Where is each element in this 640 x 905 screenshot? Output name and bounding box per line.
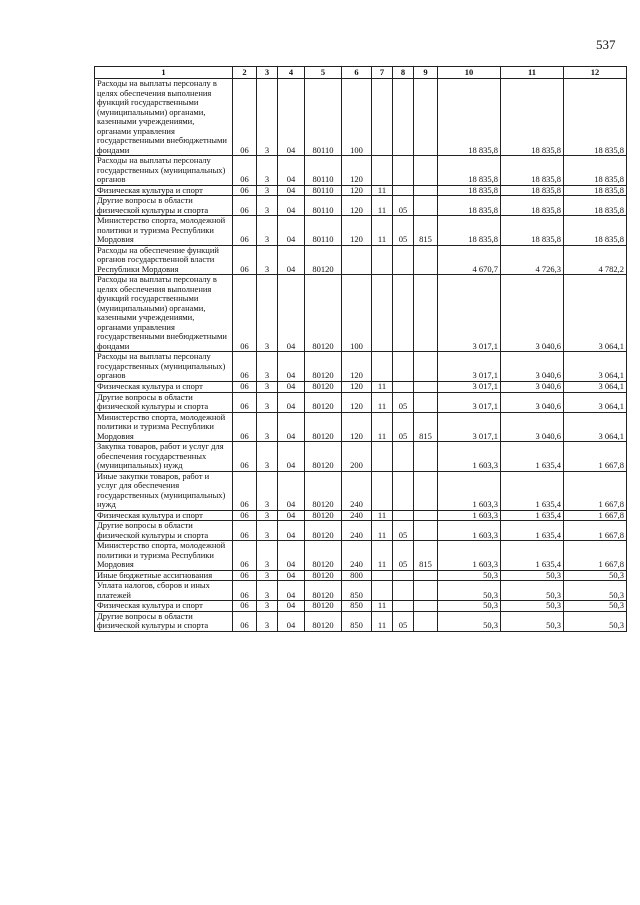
section-cell: 04 bbox=[278, 216, 305, 246]
section-cell: 04 bbox=[278, 510, 305, 521]
section-cell: 04 bbox=[278, 471, 305, 510]
amount-col12-cell: 3 064,1 bbox=[564, 392, 627, 412]
amount-col10-cell: 18 835,8 bbox=[438, 196, 501, 216]
section-code-cell: 11 bbox=[372, 196, 393, 216]
budget-table bbox=[94, 66, 627, 632]
chapter-cell: 06 bbox=[233, 79, 257, 156]
section-code-cell bbox=[372, 442, 393, 472]
section-code-cell: 11 bbox=[372, 521, 393, 541]
row-name-cell: Министерство спорта, молодежной политики и туризма Республики Мордовия bbox=[95, 412, 233, 442]
column-header: 8 bbox=[393, 67, 414, 79]
row-name-cell: Министерство спорта, молодежной политики и туризма Республики Мордовия bbox=[95, 216, 233, 246]
expense-type-cell: 240 bbox=[342, 471, 372, 510]
amount-col11-cell: 1 635,4 bbox=[501, 442, 564, 472]
table-row bbox=[95, 196, 627, 216]
target-article-cell: 80120 bbox=[305, 275, 342, 352]
subprogram-cell: 3 bbox=[257, 245, 278, 275]
row-name-cell: Расходы на выплаты персоналу государственных (муниципальных) органов bbox=[95, 352, 233, 382]
table-row bbox=[95, 541, 627, 571]
expense-type-cell: 120 bbox=[342, 381, 372, 392]
target-article-cell: 80120 bbox=[305, 442, 342, 472]
column-header: 2 bbox=[233, 67, 257, 79]
subprogram-cell: 3 bbox=[257, 521, 278, 541]
amount-col10-cell: 1 603,3 bbox=[438, 521, 501, 541]
table-row bbox=[95, 510, 627, 521]
table-row bbox=[95, 216, 627, 246]
amount-col12-cell: 1 667,8 bbox=[564, 471, 627, 510]
table-row bbox=[95, 442, 627, 472]
expense-type-cell: 120 bbox=[342, 156, 372, 186]
table-row bbox=[95, 581, 627, 601]
subprogram-cell: 3 bbox=[257, 611, 278, 631]
table-row bbox=[95, 611, 627, 631]
subsection-cell bbox=[393, 79, 414, 156]
subprogram-cell: 3 bbox=[257, 79, 278, 156]
target-article-cell: 80110 bbox=[305, 156, 342, 186]
row-name-cell: Расходы на обеспечение функций органов государственной власти Республики Мордовия bbox=[95, 245, 233, 275]
amount-col12-cell: 18 835,8 bbox=[564, 156, 627, 186]
subsection-cell bbox=[393, 381, 414, 392]
subsection-cell: 05 bbox=[393, 392, 414, 412]
chapter-cell: 06 bbox=[233, 541, 257, 571]
row-name-cell: Другие вопросы в области физической культуры и спорта bbox=[95, 196, 233, 216]
ministry-code-cell bbox=[414, 79, 438, 156]
chapter-cell: 06 bbox=[233, 412, 257, 442]
section-cell: 04 bbox=[278, 381, 305, 392]
chapter-cell: 06 bbox=[233, 352, 257, 382]
ministry-code-cell bbox=[414, 196, 438, 216]
subsection-cell bbox=[393, 245, 414, 275]
amount-col11-cell: 3 040,6 bbox=[501, 412, 564, 442]
ministry-code-cell bbox=[414, 521, 438, 541]
column-header: 9 bbox=[414, 67, 438, 79]
section-cell: 04 bbox=[278, 541, 305, 571]
target-article-cell: 80120 bbox=[305, 510, 342, 521]
amount-col10-cell: 50,3 bbox=[438, 581, 501, 601]
row-name-cell: Расходы на выплаты персоналу в целях обеспечения выполнения функций государственными (муниципальными) органами, казенными учреждениями, органами управления государственными внебюджетными фондами bbox=[95, 275, 233, 352]
amount-col10-cell: 50,3 bbox=[438, 601, 501, 612]
subprogram-cell: 3 bbox=[257, 275, 278, 352]
row-name-cell: Закупка товаров, работ и услуг для обеспечения государственных (муниципальных) нужд bbox=[95, 442, 233, 472]
amount-col12-cell: 50,3 bbox=[564, 581, 627, 601]
subprogram-cell: 3 bbox=[257, 510, 278, 521]
target-article-cell: 80120 bbox=[305, 381, 342, 392]
amount-col12-cell: 3 064,1 bbox=[564, 352, 627, 382]
ministry-code-cell: 815 bbox=[414, 412, 438, 442]
amount-col10-cell: 3 017,1 bbox=[438, 352, 501, 382]
amount-col12-cell: 50,3 bbox=[564, 611, 627, 631]
target-article-cell: 80120 bbox=[305, 541, 342, 571]
table-row bbox=[95, 352, 627, 382]
subsection-cell bbox=[393, 185, 414, 196]
section-code-cell: 11 bbox=[372, 392, 393, 412]
section-cell: 04 bbox=[278, 79, 305, 156]
section-code-cell: 11 bbox=[372, 541, 393, 571]
subsection-cell bbox=[393, 601, 414, 612]
row-name-cell: Расходы на выплаты персоналу в целях обеспечения выполнения функций государственными (муниципальными) органами, казенными учреждениями, органами управления государственными внебюджетными фондами bbox=[95, 79, 233, 156]
amount-col10-cell: 1 603,3 bbox=[438, 510, 501, 521]
target-article-cell: 80120 bbox=[305, 521, 342, 541]
expense-type-cell: 100 bbox=[342, 79, 372, 156]
amount-col12-cell: 50,3 bbox=[564, 601, 627, 612]
amount-col11-cell: 3 040,6 bbox=[501, 392, 564, 412]
subsection-cell bbox=[393, 570, 414, 581]
amount-col12-cell: 1 667,8 bbox=[564, 541, 627, 571]
row-name-cell: Физическая культура и спорт bbox=[95, 601, 233, 612]
row-name-cell: Физическая культура и спорт bbox=[95, 510, 233, 521]
amount-col10-cell: 1 603,3 bbox=[438, 541, 501, 571]
row-name-cell: Иные бюджетные ассигнования bbox=[95, 570, 233, 581]
expense-type-cell: 100 bbox=[342, 275, 372, 352]
section-cell: 04 bbox=[278, 521, 305, 541]
amount-col10-cell: 3 017,1 bbox=[438, 392, 501, 412]
target-article-cell: 80110 bbox=[305, 216, 342, 246]
subsection-cell bbox=[393, 442, 414, 472]
table-row bbox=[95, 392, 627, 412]
amount-col11-cell: 1 635,4 bbox=[501, 510, 564, 521]
subsection-cell bbox=[393, 510, 414, 521]
header-row bbox=[95, 67, 627, 79]
section-code-cell: 11 bbox=[372, 216, 393, 246]
column-header: 12 bbox=[564, 67, 627, 79]
subsection-cell bbox=[393, 275, 414, 352]
column-header: 1 bbox=[95, 67, 233, 79]
section-code-cell bbox=[372, 352, 393, 382]
amount-col12-cell: 3 064,1 bbox=[564, 412, 627, 442]
subprogram-cell: 3 bbox=[257, 412, 278, 442]
subsection-cell: 05 bbox=[393, 216, 414, 246]
expense-type-cell: 120 bbox=[342, 216, 372, 246]
chapter-cell: 06 bbox=[233, 275, 257, 352]
subprogram-cell: 3 bbox=[257, 541, 278, 571]
subprogram-cell: 3 bbox=[257, 156, 278, 186]
column-header: 11 bbox=[501, 67, 564, 79]
ministry-code-cell bbox=[414, 185, 438, 196]
section-cell: 04 bbox=[278, 412, 305, 442]
amount-col11-cell: 3 040,6 bbox=[501, 275, 564, 352]
target-article-cell: 80120 bbox=[305, 570, 342, 581]
section-code-cell bbox=[372, 156, 393, 186]
subprogram-cell: 3 bbox=[257, 185, 278, 196]
subsection-cell bbox=[393, 581, 414, 601]
amount-col12-cell: 3 064,1 bbox=[564, 381, 627, 392]
amount-col11-cell: 4 726,3 bbox=[501, 245, 564, 275]
amount-col11-cell: 1 635,4 bbox=[501, 471, 564, 510]
amount-col11-cell: 50,3 bbox=[501, 601, 564, 612]
subprogram-cell: 3 bbox=[257, 601, 278, 612]
subprogram-cell: 3 bbox=[257, 581, 278, 601]
column-header: 4 bbox=[278, 67, 305, 79]
target-article-cell: 80120 bbox=[305, 581, 342, 601]
target-article-cell: 80120 bbox=[305, 245, 342, 275]
expense-type-cell: 120 bbox=[342, 352, 372, 382]
amount-col11-cell: 1 635,4 bbox=[501, 541, 564, 571]
expense-type-cell bbox=[342, 245, 372, 275]
amount-col10-cell: 4 670,7 bbox=[438, 245, 501, 275]
subsection-cell: 05 bbox=[393, 541, 414, 571]
section-code-cell bbox=[372, 275, 393, 352]
column-header: 10 bbox=[438, 67, 501, 79]
amount-col10-cell: 18 835,8 bbox=[438, 79, 501, 156]
subprogram-cell: 3 bbox=[257, 570, 278, 581]
ministry-code-cell bbox=[414, 442, 438, 472]
section-cell: 04 bbox=[278, 601, 305, 612]
section-cell: 04 bbox=[278, 352, 305, 382]
expense-type-cell: 850 bbox=[342, 611, 372, 631]
ministry-code-cell bbox=[414, 381, 438, 392]
amount-col11-cell: 50,3 bbox=[501, 581, 564, 601]
chapter-cell: 06 bbox=[233, 245, 257, 275]
row-name-cell: Другие вопросы в области физической культуры и спорта bbox=[95, 392, 233, 412]
section-code-cell bbox=[372, 570, 393, 581]
table-row bbox=[95, 381, 627, 392]
expense-type-cell: 850 bbox=[342, 581, 372, 601]
subsection-cell: 05 bbox=[393, 196, 414, 216]
section-code-cell: 11 bbox=[372, 510, 393, 521]
amount-col11-cell: 3 040,6 bbox=[501, 352, 564, 382]
amount-col10-cell: 18 835,8 bbox=[438, 216, 501, 246]
section-cell: 04 bbox=[278, 196, 305, 216]
chapter-cell: 06 bbox=[233, 510, 257, 521]
amount-col10-cell: 3 017,1 bbox=[438, 275, 501, 352]
amount-col12-cell: 4 782,2 bbox=[564, 245, 627, 275]
chapter-cell: 06 bbox=[233, 196, 257, 216]
ministry-code-cell bbox=[414, 392, 438, 412]
section-cell: 04 bbox=[278, 611, 305, 631]
amount-col12-cell: 18 835,8 bbox=[564, 216, 627, 246]
amount-col10-cell: 50,3 bbox=[438, 611, 501, 631]
ministry-code-cell bbox=[414, 601, 438, 612]
chapter-cell: 06 bbox=[233, 442, 257, 472]
amount-col11-cell: 18 835,8 bbox=[501, 156, 564, 186]
row-name-cell: Другие вопросы в области физической культуры и спорта bbox=[95, 611, 233, 631]
target-article-cell: 80120 bbox=[305, 611, 342, 631]
section-cell: 04 bbox=[278, 392, 305, 412]
section-code-cell: 11 bbox=[372, 412, 393, 442]
amount-col11-cell: 18 835,8 bbox=[501, 196, 564, 216]
amount-col11-cell: 18 835,8 bbox=[501, 185, 564, 196]
column-header: 5 bbox=[305, 67, 342, 79]
target-article-cell: 80110 bbox=[305, 185, 342, 196]
target-article-cell: 80120 bbox=[305, 412, 342, 442]
section-code-cell bbox=[372, 581, 393, 601]
ministry-code-cell: 815 bbox=[414, 541, 438, 571]
section-code-cell: 11 bbox=[372, 185, 393, 196]
chapter-cell: 06 bbox=[233, 611, 257, 631]
amount-col11-cell: 50,3 bbox=[501, 570, 564, 581]
column-header: 3 bbox=[257, 67, 278, 79]
row-name-cell: Расходы на выплаты персоналу государственных (муниципальных) органов bbox=[95, 156, 233, 186]
subsection-cell bbox=[393, 156, 414, 186]
subsection-cell bbox=[393, 471, 414, 510]
expense-type-cell: 240 bbox=[342, 521, 372, 541]
target-article-cell: 80110 bbox=[305, 196, 342, 216]
expense-type-cell: 200 bbox=[342, 442, 372, 472]
chapter-cell: 06 bbox=[233, 185, 257, 196]
amount-col10-cell: 18 835,8 bbox=[438, 185, 501, 196]
section-code-cell: 11 bbox=[372, 381, 393, 392]
amount-col10-cell: 50,3 bbox=[438, 570, 501, 581]
amount-col11-cell: 3 040,6 bbox=[501, 381, 564, 392]
table-row bbox=[95, 275, 627, 352]
amount-col10-cell: 1 603,3 bbox=[438, 471, 501, 510]
table-row bbox=[95, 185, 627, 196]
amount-col12-cell: 1 667,8 bbox=[564, 521, 627, 541]
expense-type-cell: 850 bbox=[342, 601, 372, 612]
chapter-cell: 06 bbox=[233, 601, 257, 612]
amount-col12-cell: 18 835,8 bbox=[564, 196, 627, 216]
amount-col10-cell: 3 017,1 bbox=[438, 412, 501, 442]
table-row bbox=[95, 245, 627, 275]
subsection-cell: 05 bbox=[393, 611, 414, 631]
chapter-cell: 06 bbox=[233, 381, 257, 392]
subprogram-cell: 3 bbox=[257, 381, 278, 392]
row-name-cell: Физическая культура и спорт bbox=[95, 185, 233, 196]
row-name-cell: Другие вопросы в области физической культуры и спорта bbox=[95, 521, 233, 541]
table-row bbox=[95, 79, 627, 156]
ministry-code-cell bbox=[414, 611, 438, 631]
ministry-code-cell bbox=[414, 156, 438, 186]
ministry-code-cell bbox=[414, 275, 438, 352]
target-article-cell: 80120 bbox=[305, 392, 342, 412]
expense-type-cell: 120 bbox=[342, 185, 372, 196]
chapter-cell: 06 bbox=[233, 570, 257, 581]
target-article-cell: 80120 bbox=[305, 352, 342, 382]
subprogram-cell: 3 bbox=[257, 471, 278, 510]
table-row bbox=[95, 471, 627, 510]
ministry-code-cell bbox=[414, 471, 438, 510]
table-row bbox=[95, 412, 627, 442]
amount-col12-cell: 1 667,8 bbox=[564, 442, 627, 472]
subsection-cell: 05 bbox=[393, 521, 414, 541]
section-cell: 04 bbox=[278, 570, 305, 581]
section-cell: 04 bbox=[278, 581, 305, 601]
ministry-code-cell bbox=[414, 510, 438, 521]
target-article-cell: 80110 bbox=[305, 79, 342, 156]
section-code-cell bbox=[372, 79, 393, 156]
chapter-cell: 06 bbox=[233, 581, 257, 601]
subsection-cell: 05 bbox=[393, 412, 414, 442]
section-code-cell bbox=[372, 471, 393, 510]
target-article-cell: 80120 bbox=[305, 601, 342, 612]
expense-type-cell: 240 bbox=[342, 541, 372, 571]
section-code-cell bbox=[372, 245, 393, 275]
subprogram-cell: 3 bbox=[257, 442, 278, 472]
chapter-cell: 06 bbox=[233, 392, 257, 412]
amount-col12-cell: 18 835,8 bbox=[564, 79, 627, 156]
column-header: 7 bbox=[372, 67, 393, 79]
amount-col12-cell: 1 667,8 bbox=[564, 510, 627, 521]
section-cell: 04 bbox=[278, 275, 305, 352]
target-article-cell: 80120 bbox=[305, 471, 342, 510]
expense-type-cell: 800 bbox=[342, 570, 372, 581]
amount-col11-cell: 50,3 bbox=[501, 611, 564, 631]
subprogram-cell: 3 bbox=[257, 196, 278, 216]
section-code-cell: 11 bbox=[372, 601, 393, 612]
amount-col10-cell: 1 603,3 bbox=[438, 442, 501, 472]
subsection-cell bbox=[393, 352, 414, 382]
section-code-cell: 11 bbox=[372, 611, 393, 631]
table-row bbox=[95, 156, 627, 186]
subprogram-cell: 3 bbox=[257, 216, 278, 246]
expense-type-cell: 240 bbox=[342, 510, 372, 521]
amount-col10-cell: 3 017,1 bbox=[438, 381, 501, 392]
table-row bbox=[95, 521, 627, 541]
ministry-code-cell bbox=[414, 581, 438, 601]
table-row bbox=[95, 570, 627, 581]
section-cell: 04 bbox=[278, 185, 305, 196]
amount-col11-cell: 18 835,8 bbox=[501, 216, 564, 246]
row-name-cell: Министерство спорта, молодежной политики и туризма Республики Мордовия bbox=[95, 541, 233, 571]
expense-type-cell: 120 bbox=[342, 392, 372, 412]
row-name-cell: Уплата налогов, сборов и иных платежей bbox=[95, 581, 233, 601]
ministry-code-cell bbox=[414, 245, 438, 275]
page-number: 537 bbox=[596, 37, 616, 52]
amount-col12-cell: 50,3 bbox=[564, 570, 627, 581]
ministry-code-cell bbox=[414, 570, 438, 581]
subprogram-cell: 3 bbox=[257, 392, 278, 412]
column-header: 6 bbox=[342, 67, 372, 79]
amount-col10-cell: 18 835,8 bbox=[438, 156, 501, 186]
section-cell: 04 bbox=[278, 442, 305, 472]
ministry-code-cell: 815 bbox=[414, 216, 438, 246]
ministry-code-cell bbox=[414, 352, 438, 382]
amount-col12-cell: 3 064,1 bbox=[564, 275, 627, 352]
section-cell: 04 bbox=[278, 245, 305, 275]
amount-col12-cell: 18 835,8 bbox=[564, 185, 627, 196]
chapter-cell: 06 bbox=[233, 216, 257, 246]
row-name-cell: Иные закупки товаров, работ и услуг для обеспечения государственных (муниципальных) нужд bbox=[95, 471, 233, 510]
table-row bbox=[95, 601, 627, 612]
row-name-cell: Физическая культура и спорт bbox=[95, 381, 233, 392]
chapter-cell: 06 bbox=[233, 156, 257, 186]
amount-col11-cell: 1 635,4 bbox=[501, 521, 564, 541]
chapter-cell: 06 bbox=[233, 471, 257, 510]
amount-col11-cell: 18 835,8 bbox=[501, 79, 564, 156]
chapter-cell: 06 bbox=[233, 521, 257, 541]
expense-type-cell: 120 bbox=[342, 412, 372, 442]
section-cell: 04 bbox=[278, 156, 305, 186]
subprogram-cell: 3 bbox=[257, 352, 278, 382]
expense-type-cell: 120 bbox=[342, 196, 372, 216]
